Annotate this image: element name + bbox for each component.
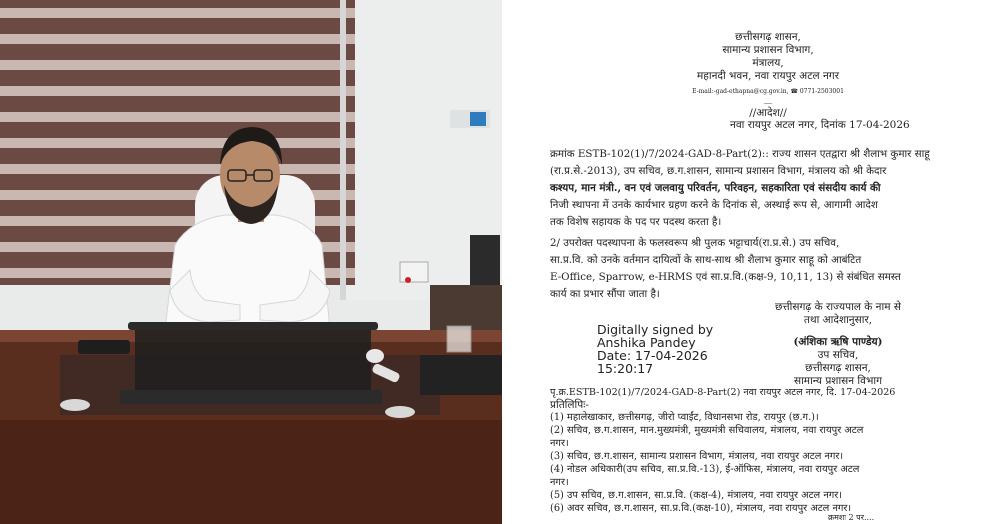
desk-phone	[420, 355, 502, 395]
signature-line-3: Date: 17-04-2026	[597, 348, 708, 363]
speaker	[470, 235, 500, 290]
header-line-2: सामान्य प्रशासन विभाग,	[722, 44, 814, 56]
list-item: नगर।	[550, 477, 569, 488]
signatory-designation: उप सचिव,	[817, 349, 859, 361]
header-line-4: महानदी भवन, नवा रायपुर अटल नगर	[697, 70, 839, 82]
email-line: E-mail:-gad-ethapna@cg.gov.in, ☎ 0771-2503001	[692, 88, 844, 95]
signatory-govt: छत्तीसगढ़ शासन,	[805, 362, 871, 374]
para2-line-3: E-Office, Sparrow, e-HRMS एवं सा.प्र.वि.(कक्ष-9, 10,11, 13) से संबंधित समस्त	[550, 271, 901, 283]
list-item: (5) उप सचिव, छ.ग.शासन, सा.प्र.वि. (कक्ष-4), मंत्रालय, नवा रायपुर अटल नगर।	[550, 490, 842, 501]
para1-line-3: कश्यप, मान मंत्री., वन एवं जलवायु परिवर्तन, परिवहन, सहकारिता एवं संसदीय कार्य की	[550, 182, 881, 194]
order-title: //आदेश//	[749, 107, 787, 119]
para2-line-4: कार्य का प्रभार सौंपा जाता है।	[550, 288, 660, 300]
list-item: (6) अवर सचिव, छ.ग.शासन, सा.प्र.वि.(कक्ष-10), मंत्रालय, नवा रायपुर अटल नगर।	[550, 503, 852, 514]
governor-line-1: छत्तीसगढ़ के राज्यपाल के नाम से	[775, 301, 901, 313]
para1-line-5: तक विशेष सहायक के पद पर पदस्थ करता है।	[550, 216, 722, 228]
list-item: नगर।	[550, 438, 569, 449]
page-continuation: क्रमशः 2 पर....	[828, 513, 875, 522]
signatory-name: (अंशिका ऋषि पाण्डेय)	[793, 336, 883, 348]
governor-line-2: तथा आदेशानुसार,	[803, 314, 873, 326]
signature-line-1: Digitally signed by	[597, 322, 714, 337]
signatory-dept: सामान्य प्रशासन विभाग	[793, 375, 882, 387]
para1-line-4: निजी स्थापना में उनके कार्यभार ग्रहण करने के दिनांक से, अस्थाई रूप से, आगामी आदेश	[550, 199, 878, 211]
para1-line-2: (रा.प्र.से.-2013), उप सचिव, छ.ग.शासन, सामान्य प्रशासन विभाग, मंत्रालय को श्री केदार	[550, 165, 887, 177]
laptop-stand	[128, 322, 378, 330]
government-order-document	[508, 0, 991, 524]
list-item: (2) सचिव, छ.ग.शासन, मान.मुख्यमंत्री, मुख्यमंत्री सचिवालय, मंत्रालय, नवा रायपुर अटल	[550, 425, 864, 436]
para2-line-1: 2/ उपरोक्त पदस्थापना के फलस्वरूप श्री पुलक भट्टाचार्य(रा.प्र.से.) उप सचिव,	[550, 237, 840, 249]
header-line-1: छत्तीसगढ़ शासन,	[735, 31, 801, 43]
para1-line-1: क्रमांक ESTB-102(1)/7/2024-GAD-8-Part(2):: राज्य शासन एतद्वारा श्री शैलाभ कुमार साहू	[550, 148, 930, 160]
list-item: (1) महालेखाकार, छत्तीसगढ़, जीरो प्वाईंट, विधानसभा रोड, रायपुर (छ.ग.)।	[550, 412, 819, 423]
copy-heading: प्रतिलिपिः-	[550, 399, 589, 411]
dash: ----	[763, 100, 773, 107]
header-line-3: मंत्रालय,	[752, 57, 784, 69]
signature-line-4: 15:20:17	[597, 361, 654, 376]
mouse	[366, 349, 384, 363]
list-item: (4) नोडल अधिकारी(उप सचिव, सा.प्र.वि.-13), ई-ऑफिस, मंत्रालय, नवा रायपुर अटल	[550, 464, 860, 475]
list-item: (3) सचिव, छ.ग.शासन, सामान्य प्रशासन विभाग, मंत्रालय, नवा रायपुर अटल नगर।	[550, 451, 844, 462]
mobile-phone	[78, 340, 130, 354]
para2-line-2: सा.प्र.वि. को उनके वर्तमान दायित्वों के साथ-साथ श्री शैलाभ कुमार साहू को आबंटित	[550, 254, 862, 266]
signature-line-2: Anshika Pandey	[597, 335, 696, 350]
copy-reference: पृ.क्र.ESTB-102(1)/7/2024-GAD-8-Part(2) नवा रायपुर अटल नगर, दि. 17-04-2026	[550, 387, 896, 398]
place-date: नवा रायपुर अटल नगर, दिनांक 17-04-2026	[730, 119, 910, 131]
